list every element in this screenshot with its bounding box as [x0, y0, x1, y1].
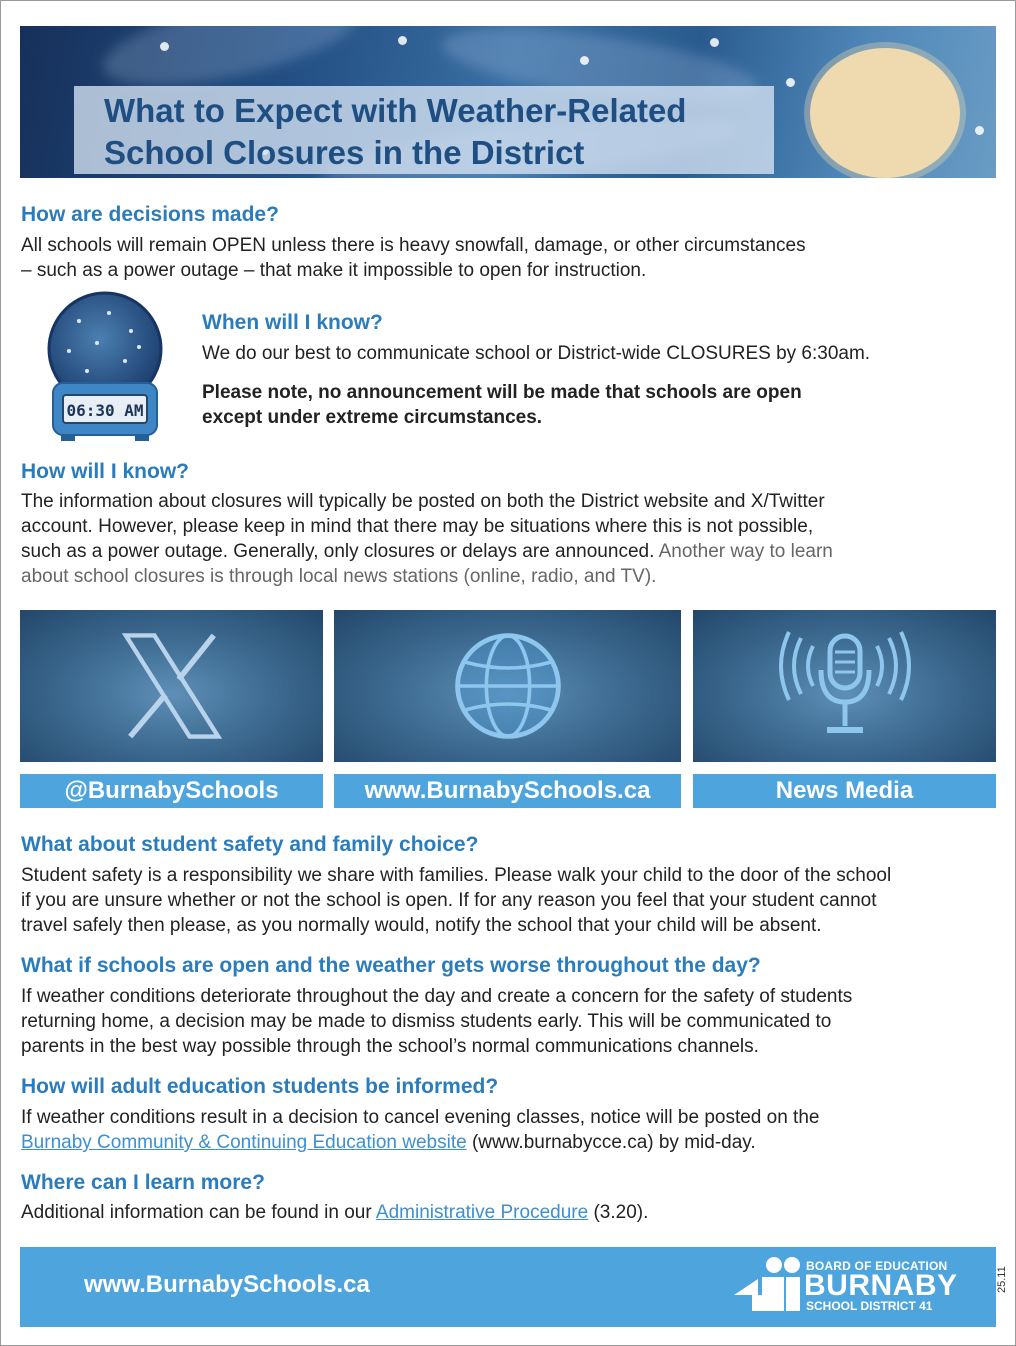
how-line-1: The information about closures will typically be posted on both the District website and X/Twitter	[21, 491, 825, 512]
adult-line-2: (www.burnabycce.ca) by mid-day.	[466, 1132, 756, 1153]
page-title	[104, 90, 764, 174]
x-twitter-tile[interactable]	[20, 610, 323, 762]
when-note-line-2: except under extreme circumstances.	[202, 407, 543, 428]
title-line-2: School Closures in the District	[104, 134, 585, 171]
learn-more-text	[21, 1200, 1001, 1225]
learn-more-heading: Where can I learn more?	[21, 1171, 265, 1194]
globe-icon	[448, 626, 568, 746]
decisions-line-1: All schools will remain OPEN unless there is heavy snowfall, damage, or other circumstances	[21, 235, 806, 256]
safety-text	[21, 863, 1001, 938]
x-logo-icon	[117, 631, 227, 741]
footer-bar	[20, 1247, 996, 1327]
when-note-line-1: Please note, no announcement will be made that schools are open	[202, 382, 802, 403]
cce-website-link[interactable]: Burnaby Community & Continuing Education website	[21, 1132, 467, 1153]
how-heading: How will I know?	[21, 460, 189, 483]
snow-globe-clock-icon	[39, 291, 171, 443]
when-heading: When will I know?	[202, 311, 383, 334]
adult-education-heading: How will adult education students be informed?	[21, 1075, 499, 1098]
safety-line-3: travel safely then please, as you normally would, notify the school that your child will be absent.	[21, 915, 822, 936]
worse-line-3: parents in the best way possible through the school’s normal communications channels.	[21, 1036, 759, 1057]
title-box	[74, 86, 774, 174]
news-media-tile[interactable]	[693, 610, 996, 762]
learn-after: (3.20).	[588, 1202, 649, 1223]
when-text: We do our best to communicate school or District-wide CLOSURES by 6:30am.	[202, 343, 871, 364]
weather-worse-heading: What if schools are open and the weather gets worse throughout the day?	[21, 954, 761, 977]
footer-website-link[interactable]: www.BurnabySchools.ca	[84, 1271, 370, 1298]
how-text	[21, 489, 1001, 589]
website-label[interactable]: www.BurnabySchools.ca	[334, 774, 681, 808]
worse-line-2: returning home, a decision may be made to dismiss students early. This will be communicated to	[21, 1011, 832, 1032]
microphone-icon	[775, 626, 915, 746]
logo-burnaby-text: BURNABY	[804, 1269, 958, 1302]
administrative-procedure-link[interactable]: Administrative Procedure	[375, 1202, 589, 1223]
website-tile[interactable]	[334, 610, 681, 762]
news-media-label: News Media	[693, 774, 996, 808]
worse-line-1: If weather conditions deteriorate throughout the day and create a concern for the safety of students	[21, 986, 853, 1007]
moon-illustration	[810, 48, 960, 178]
decisions-text	[21, 233, 1001, 283]
how-line-2: account. However, please keep in mind that there may be situations where this is not possible,	[21, 516, 814, 537]
twitter-handle-label[interactable]: @BurnabySchools	[20, 774, 323, 808]
version-number: 25.11	[996, 1266, 1008, 1293]
safety-line-2: if you are unsure whether or not the school is open. If for any reason you feel that your student cannot	[21, 890, 877, 911]
how-line-3: such as a power outage. Generally, only closures or delays are announced.	[21, 541, 655, 562]
title-line-1: What to Expect with Weather-Related	[104, 92, 687, 129]
burnaby-logo-icon	[732, 1255, 804, 1317]
weather-worse-text	[21, 984, 1001, 1059]
logo-district-text: SCHOOL DISTRICT 41	[806, 1299, 933, 1313]
decisions-heading: How are decisions made?	[21, 203, 279, 226]
adult-line-1: If weather conditions result in a decision to cancel evening classes, notice will be posted on the	[21, 1107, 820, 1128]
when-note	[202, 380, 982, 430]
header-banner	[20, 26, 996, 178]
adult-education-text	[21, 1105, 1001, 1155]
how-line-4: about school closures is through local news stations (online, radio, and TV).	[21, 566, 657, 587]
safety-line-1: Student safety is a responsibility we share with families. Please walk your child to the door of the school	[21, 865, 892, 886]
how-line-3b: Another way to learn	[654, 541, 833, 562]
safety-heading: What about student safety and family choice?	[21, 833, 479, 856]
logo-board-text: BOARD OF EDUCATION	[806, 1259, 948, 1273]
learn-before: Additional information can be found in our	[21, 1202, 376, 1223]
decisions-line-2: – such as a power outage – that make it impossible to open for instruction.	[21, 260, 647, 281]
clock-display: 06:30 AM	[66, 401, 144, 420]
